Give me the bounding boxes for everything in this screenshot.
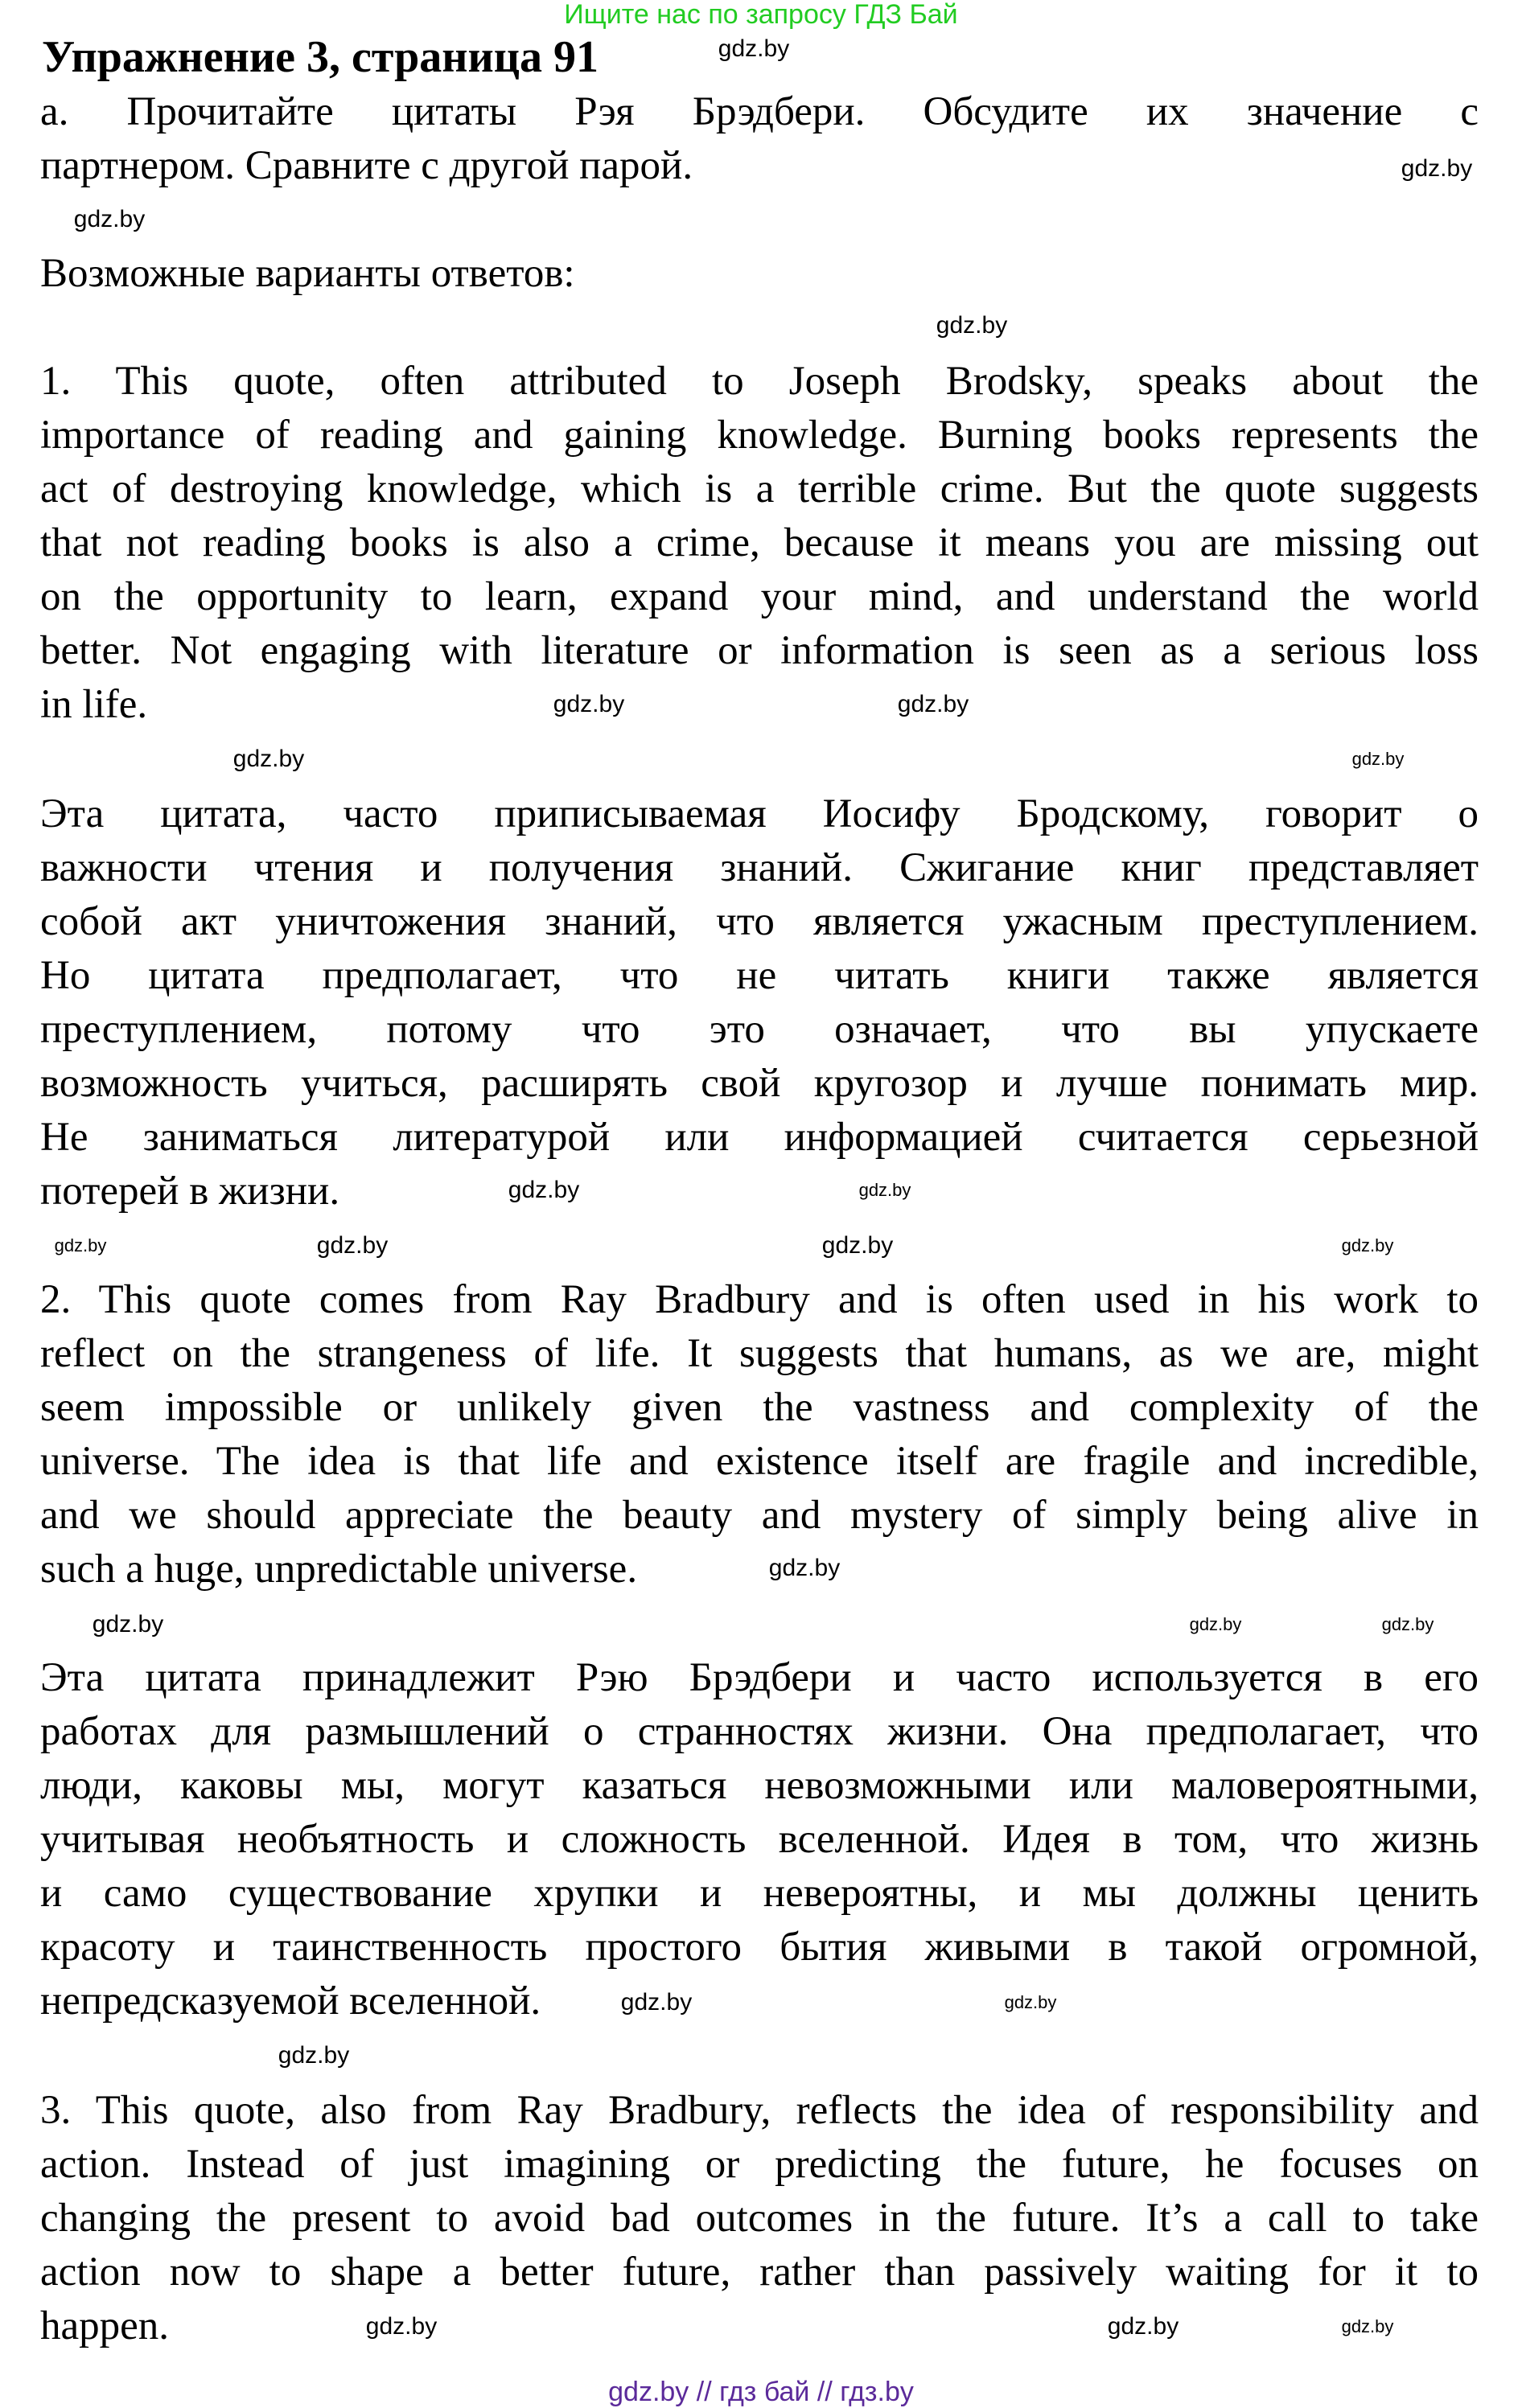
watermark: gdz.by: [1107, 2313, 1179, 2340]
watermark: gdz.by: [54, 1235, 107, 1255]
paragraph-line: universe. The idea is that life and existence itself are fragile and incredible,: [40, 1439, 1479, 1484]
paragraph-line: act of destroying knowledge, which is a terrible crime. But the quote suggests: [40, 466, 1479, 512]
paragraph-line: and we should appreciate the beauty and mystery of simply being alive in: [40, 1493, 1479, 1538]
watermark: gdz.by: [316, 1232, 389, 1259]
page-title: Упражнение 3, страница 91: [42, 32, 599, 82]
paragraph-line: happen.: [40, 2303, 170, 2348]
paragraph-line: in life.: [40, 682, 148, 727]
watermark: gdz.by: [232, 746, 305, 772]
watermark: gdz.by: [718, 35, 790, 62]
paragraph-line: потерей в жизни.: [40, 1169, 340, 1214]
paragraph-line: changing the present to avoid bad outcomes in the future. It’s a call to take: [40, 2196, 1479, 2241]
paragraph-line: importance of reading and gaining knowledge. Burning books represents the: [40, 413, 1479, 458]
paragraph-line: и само существование хрупки и невероятны, и мы должны ценить: [40, 1871, 1479, 1916]
watermark: gdz.by: [1189, 1614, 1242, 1634]
paragraph-line: seem impossible or unlikely given the vastness and complexity of the: [40, 1385, 1479, 1430]
paragraph-line: Эта цитата, часто приписываемая Иосифу Бродскому, говорит о: [40, 791, 1479, 836]
watermark: gdz.by: [1381, 1614, 1434, 1634]
paragraph-line: возможность учиться, расширять свой кругозор и лучше понимать мир.: [40, 1061, 1479, 1106]
task-line: а. Прочитайте цитаты Рэя Брэдбери. Обсудите их значение с: [40, 89, 1479, 134]
watermark: gdz.by: [1004, 1992, 1057, 2012]
paragraph-line: учитывая необъятность и сложность вселенной. Идея в том, что жизнь: [40, 1817, 1479, 1862]
paragraph-line: action now to shape a better future, rather than passively waiting for it to: [40, 2250, 1479, 2295]
answer-1-ru: [40, 787, 1479, 1218]
paragraph-line: Не заниматься литературой или информацией считается серьезной: [40, 1115, 1479, 1160]
task-line: партнером. Сравните с другой парой.: [40, 143, 693, 188]
paragraph-line: such a huge, unpredictable universe.: [40, 1547, 638, 1592]
paragraph-line: action. Instead of just imagining or predicting the future, he focuses on: [40, 2142, 1479, 2187]
watermark: gdz.by: [73, 206, 146, 232]
paragraph-line: красоту и таинственность простого бытия живыми в такой огромной,: [40, 1925, 1479, 1970]
paragraph-line: 1. This quote, often attributed to Joseph Brodsky, speaks about the: [40, 359, 1479, 404]
watermark: gdz.by: [620, 1989, 693, 2016]
watermark: gdz.by: [1341, 2316, 1394, 2336]
watermark: gdz.by: [365, 2313, 438, 2340]
paragraph-line: собой акт уничтожения знаний, что является ужасным преступлением.: [40, 899, 1479, 944]
answer-3-en: [40, 2084, 1479, 2353]
watermark: gdz.by: [278, 2042, 350, 2069]
paragraph-line: работах для размышлений о странностях жизни. Она предполагает, что: [40, 1709, 1479, 1754]
watermark: gdz.by: [858, 1180, 911, 1200]
watermark: gdz.by: [1401, 155, 1473, 182]
paragraph-line: 2. This quote comes from Ray Bradbury and is often used in his work to: [40, 1277, 1479, 1322]
watermark: gdz.by: [821, 1232, 894, 1259]
paragraph-line: непредсказуемой вселенной.: [40, 1979, 541, 2024]
paragraph-line: reflect on the strangeness of life. It suggests that humans, as we are, might: [40, 1331, 1479, 1376]
paragraph-line: better. Not engaging with literature or information is seen as a serious loss: [40, 628, 1479, 673]
answer-2-ru: [40, 1651, 1479, 2028]
paragraph-line: Но цитата предполагает, что не читать книги также является: [40, 953, 1479, 998]
search-banner: Ищите нас по запросу ГДЗ Бай: [564, 0, 958, 30]
paragraph-line: 3. This quote, also from Ray Bradbury, reflects the idea of responsibility and: [40, 2088, 1479, 2133]
watermark: gdz.by: [936, 312, 1008, 339]
paragraph-line: преступлением, потому что это означает, что вы упускаете: [40, 1007, 1479, 1052]
paragraph-line: Эта цитата принадлежит Рэю Брэдбери и часто используется в его: [40, 1655, 1479, 1700]
paragraph-line: that not reading books is also a crime, because it means you are missing out: [40, 520, 1479, 565]
answers-heading-text: Возможные варианты ответов:: [40, 251, 575, 296]
answer-1-en: [40, 355, 1479, 732]
answer-2-en: [40, 1273, 1479, 1596]
watermark: gdz.by: [92, 1611, 164, 1638]
watermark: gdz.by: [553, 691, 625, 717]
watermark: gdz.by: [768, 1555, 841, 1581]
task-text: [40, 85, 1479, 193]
watermark: gdz.by: [1351, 749, 1405, 769]
footer-links: gdz.by // гдз бай // гдз.by: [608, 2377, 914, 2407]
watermark: gdz.by: [897, 691, 969, 717]
watermark: gdz.by: [1341, 1235, 1394, 1255]
paragraph-line: люди, каковы мы, могут казаться невозможными или маловероятными,: [40, 1763, 1479, 1808]
paragraph-line: важности чтения и получения знаний. Сжигание книг представляет: [40, 845, 1479, 890]
answers-heading: [40, 247, 1479, 301]
paragraph-line: on the opportunity to learn, expand your mind, and understand the world: [40, 574, 1479, 619]
watermark: gdz.by: [508, 1177, 580, 1203]
